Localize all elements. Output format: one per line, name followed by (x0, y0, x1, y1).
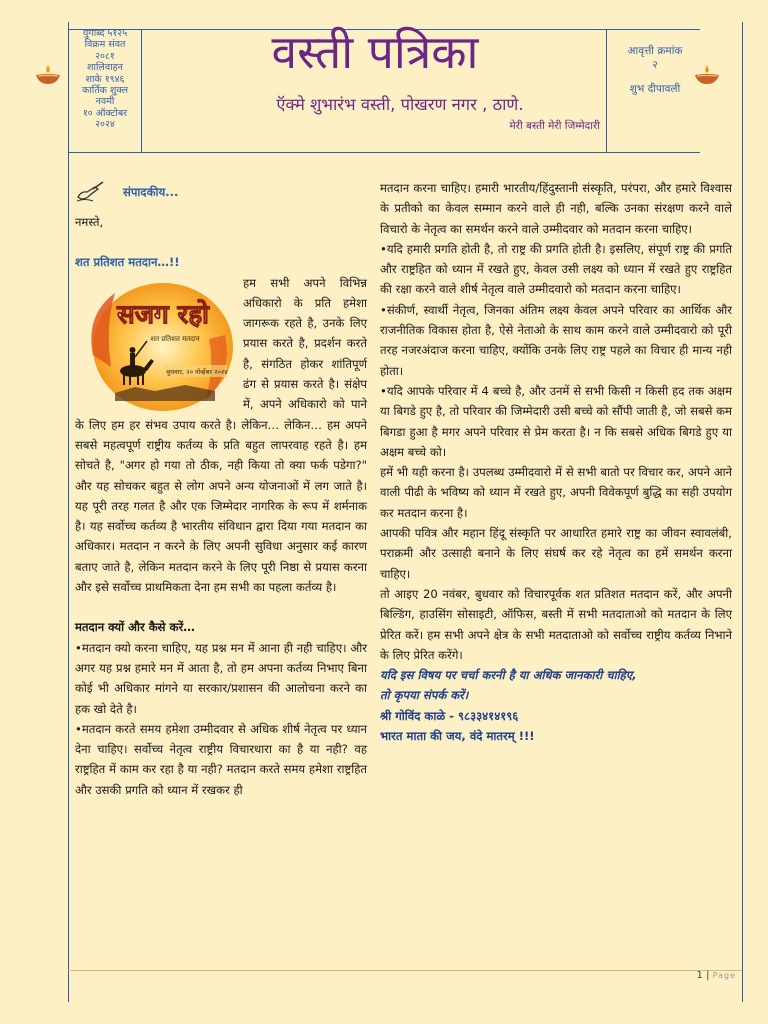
bullet-family-analogy: •यदि आपके परिवार में 4 बच्चे है, और उनमें से सभी किसी न किसी हद तक अक्षम या बिगडे हुए है, तो परिवार की जिम्मेदारी उसी बच्चे को सौंपी जाती है, जो सबसे कम बिगडा हुआ है मगर अपने परिवार से प्रेम करता है। न कि सबसे अधिक बिगडे हुए या अक्षम बच्चे को। (380, 383, 732, 459)
date-line: नवमी (95, 96, 115, 108)
date-line: विक्रम संवत (84, 39, 126, 51)
writing-hand-icon (75, 181, 105, 203)
paragraph-voting-duty: हम सभी अपने विभिन्न अधिकारो के प्रति हमेशा जागरूक रहते है, उनके लिए प्रयास करते है, प्रदर्शन करते है, संगठित होकर शांतिपूर्ण ढंग से प्रयास करते है। संक्षेप में, अपने अधिकारो को पाने के लिए हम हर संभव उपाय करते है। लेकिन… लेकिन… हम अपने सबसे महत्वपूर्ण राष्ट्रीय कर्तव्य के प्रति बहुत लापरवाह रहते है। हम सोचते है, "अगर हो गया तो ठीक, नही किया तो क्या फर्क पडेगा?" और यह सोचकर बहुत से लोग अपने अन्य योजनाओं में लग जाते है। यह पूरी तरह गलत है और एक जिम्मेदार नागरिक के रूप में शर्मनाक है। यह सर्वोच्च कर्तव्य है भारतीय संविधान द्वारा दिया गया मतदान का अधिकार। मतदान न करने के लिए अपनी सुविधा अनुसार कई कारण बताए जाते है, लेकिन मतदान करने के लिए पूरी निष्ठा से प्रयास करना और इसे सर्वोच्च प्राथमिकता देना हम सभी का पहला कर्तव्य है। (75, 275, 367, 595)
edition-box-divider (606, 29, 607, 152)
date-line: २०२४ (95, 119, 115, 131)
badge-subtitle: शत प्रतिशत मतदान (150, 334, 200, 343)
paragraph-hindu-culture: आपकी पवित्र और महान हिंदू संस्कृति पर आधारित हमारे राष्ट्र का जीवन स्वावलंबी, पराक्रमी और उत्साही बनाने के लिए संघर्ष कर रहे नेतृत्व का हमें समर्थन करना चाहिए। (380, 526, 732, 581)
editorial-label: संपादकीय... (123, 184, 179, 199)
sajag-raho-badge-image (75, 275, 237, 415)
date-line: २०८१ (95, 50, 115, 62)
diya-lamp-icon-left (34, 64, 62, 86)
section-heading-100-percent-voting: शत प्रतिशत मतदान…!! (75, 255, 180, 270)
edition-box (612, 44, 698, 72)
closing-slogan: भारत माता की जय, वंदे मातरम् !!! (380, 729, 535, 744)
date-block (72, 28, 138, 131)
date-line: १० ऑक्टोबर (82, 107, 128, 119)
edition-label: आवृत्ती क्रमांक (627, 45, 683, 57)
bullet-why-vote: •मतदान क्यो करना चाहिए, यह प्रश्न मन में आना ही नही चाहिए। और अगर यह प्रश्न हमारे मन में आता है, तो हम अपना कर्तव्य निभाए बिना कोई भी अधिकार मांगने या सरकार/प्रशासन की आलोचना करने का हक खो देते है। (75, 640, 367, 716)
date-block-divider (141, 29, 142, 152)
bullet-narrow-leadership: •संकीर्ण, स्वार्थी नेतृत्व, जिनका अंतिम लक्ष्य केवल अपने परिवार का आर्थिक और राजनीतिक विकास होता है, ऐसे नेताओ के साथ काम करने वाले उम्मीदवारो को पूरी तरह नजरअंदाज करना चाहिए, क्योंकि उनके लिए राष्ट्र पहले का विचार ही मान्य नही होता। (380, 302, 732, 378)
left-column (75, 178, 367, 800)
section-heading-why-how-vote: मतदान क्यों और कैसे करें… (75, 620, 195, 635)
contact-prompt-line1: यदि इस विषय पर चर्चा करनी है या अधिक जानकारी चाहिए, (380, 668, 637, 683)
contact-name-phone: श्री गोविंद काळे - ९८३३४१४१९६ (380, 708, 519, 723)
diwali-greeting: शुभ दीपावली (629, 83, 681, 95)
right-column (380, 178, 732, 746)
frame-right-line (742, 22, 743, 1002)
badge-date: बुधवार, २० नोव्हेंबर २०२४ (166, 367, 228, 376)
page-number: 1 (696, 970, 703, 981)
date-line: शाके १९४६ (85, 73, 125, 85)
masthead-title: वस्ती पत्रिका (271, 25, 479, 79)
badge-title: सजग रहो (117, 299, 209, 330)
paragraph-call-to-vote: तो आइए 20 नवंबर, बुधवार को विचारपूर्वक शत प्रतिशत मतदान करें, और अपनी बिल्डिंग, हाउसिंग सोसाइटी, ऑफिस, बस्ती में सभी मतदाताओ को मतदान के लिए प्रेरित करें। हम सभी अपने क्षेत्र के सभी मतदाताओ को सर्वोच्च राष्ट्रीय कर्तव्य निभाने के लिए प्रेरित करेंगे। (380, 586, 732, 662)
edition-number: २ (652, 59, 658, 71)
contact-prompt-line2: तो कृपया संपर्क करें। (380, 688, 469, 703)
date-line: शालिवाहन (87, 62, 123, 74)
date-line: कार्तिक शुक्ल (81, 85, 129, 97)
page-footer: 1 | Page (696, 970, 736, 981)
editorial-heading (75, 178, 367, 206)
bullet-leadership: •मतदान करते समय हमेशा उम्मीदवार से अधिक शीर्ष नेतृत्व पर ध्यान देना चाहिए। सर्वोच्च नेतृत्व राष्ट्रीय विचारधारा का है या नही? वह राष्ट्रहित में काम कर रहा है या नही? मतदान करते समय हमेशा राष्ट्रहित और उसकी प्रगति को ध्यान में रखकर ही (75, 721, 367, 797)
page-label: Page (712, 971, 736, 980)
masthead-subtitle: ऍक्मे शुभारंभ वस्ती, पोखरण नगर , ठाणे. (276, 95, 524, 114)
salutation: नमस्ते, (75, 215, 104, 229)
header-bottom-rule (68, 152, 700, 153)
paragraph-wise-choice: हमें भी यही करना है। उपलब्ध उम्मीदवारो में से सभी बातो पर विचार कर, अपने आने वाली पीढी के भविष्य को ध्यान में रखते हुए, अपनी विवेकपूर्ण बुद्धि का सही उपयोग कर मतदान करना है। (380, 465, 732, 520)
frame-left-line (68, 22, 69, 1002)
masthead-tagline: मेरी बस्ती मेरी जिम्मेदारी (509, 120, 600, 132)
paragraph-continued: मतदान करना चाहिए। हमारी भारतीय/हिंदुस्तानी संस्कृति, परंपरा, और हमारे विश्वास के प्रतीको का केवल सम्मान करने वाले ही नही, बल्कि उनका संरक्षण करने वाले विचारो के नेतृत्व का समर्थन करने वाले उम्मीदवार को मतदान करना चाहिए। (380, 181, 732, 236)
date-line: युगाब्द ५१२५ (82, 28, 128, 39)
bullet-national-progress: •यदि हमारी प्रगति होती है, तो राष्ट्र की प्रगति होती है। इसलिए, संपूर्ण राष्ट्र की प्रगति और राष्ट्रहित को ध्यान में रखते हुए, केवल उसी लक्ष्य को ध्यान में रखते हुए राष्ट्रहित की रक्षा करने वाले शीर्ष नेतृत्व वाले उम्मीदवारो को मतदान करना चाहिए। (380, 241, 732, 297)
